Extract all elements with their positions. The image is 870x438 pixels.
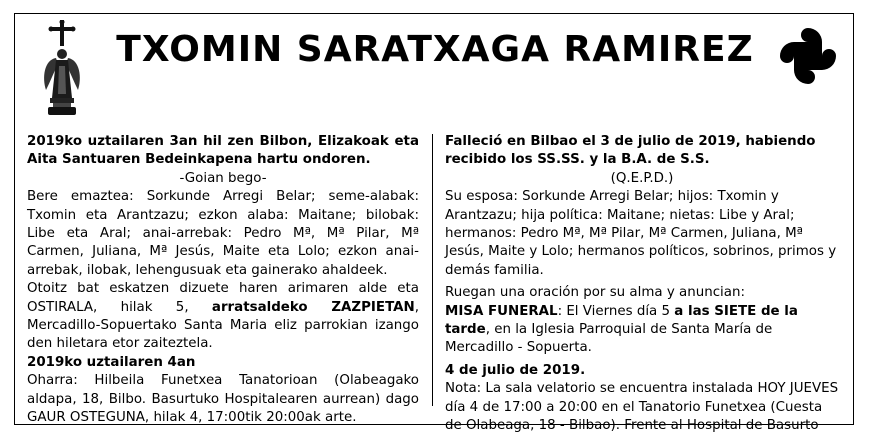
spanish-column — [445, 133, 839, 436]
spanish-family: Su esposa: Sorkunde Arregi Belar; hijos: Txomin y Arantzazu; hija política: Maitane; nietas: Libe y Aral; hermanos: Pedro Mª, Mª Pilar, Mª Carmen, Juliana, Mª Jesús, Maite y Lolo; hermanos políticos, sobrinos, primos y demás familia. — [445, 189, 837, 278]
basque-date-heading: 2019ko uztailaren 4an — [27, 354, 196, 370]
spanish-date-heading: 4 de julio de 2019. — [445, 362, 586, 378]
basque-invite-2: , Mercadillo-Sopuertako Santa Maria eliz parrokian izango den hiletara etor zaiteztela. — [27, 299, 419, 352]
misa-2: , en la Iglesia Parroquial de Santa María de Mercadillo - Sopuerta. — [445, 322, 773, 356]
spanish-note: Nota: La sala velatorio se encuentra instalada HOY JUEVES día 4 de 17:00 a 20:00 en el Tanatorio Funetxea (Cuesta de Olabeaga, 18 - Bilbao). Frente al Hospital de Basurto — [445, 381, 839, 434]
misa-funeral — [445, 303, 839, 358]
basque-column — [27, 133, 419, 428]
ruegan-text: Ruegan una oración por su alma y anuncian: — [445, 285, 745, 301]
misa-label: MISA FUNERAL — [445, 303, 558, 319]
spanish-intro: Falleció en Bilbao el 3 de julio de 2019, habiendo recibido los SS.SS. y la B.A. de S.S. — [445, 134, 816, 168]
basque-family: Bere emaztea: Sorkunde Arregi Belar; seme-alabak: Txomin eta Arantzazu; ezkon alaba: Maitane; bilobak: Libe eta Aral; anai-arrebak: Pedro Mª, Mª Pilar, Mª Carmen, Juliana, Mª Jesús, Maite eta Lolo; ezkon anai-arrebak, ilobak, lehengusuak eta gainerako ahaldeek. — [27, 189, 419, 278]
goian-bego: -Goian bego- — [179, 170, 267, 186]
basque-invite-1: Otoitz bat eskatzen dizuete haren arimaren alde eta OSTIRALA, hilak 5, — [27, 281, 419, 315]
column-divider — [432, 134, 433, 406]
basque-invite-time: arratsaldeko ZAZPIETAN — [211, 299, 415, 315]
misa-time: a las SIETE de la tarde — [445, 303, 798, 338]
misa-1: : El Viernes día 5 — [557, 303, 675, 319]
basque-note: Oharra: Hilbeila Funetxea Tanatorioan (Olabeagako aldapa, 18, Bilbo. Basurtuko Hospitalearen aurrean) dago GAUR OSTEGUNA, hilak 4, 17:00tik 20:00ak arte. — [27, 373, 419, 426]
deceased-name: TXOMIN SARATXAGA RAMIREZ — [116, 29, 754, 70]
basque-intro: 2019ko uztailaren 3an hil zen Bilbon, Elizakoak eta Aita Santuaren Bedeinkapena hartu ondoren. — [27, 134, 419, 168]
qepd: (Q.E.P.D.) — [610, 170, 674, 186]
basque-invite — [27, 280, 419, 354]
